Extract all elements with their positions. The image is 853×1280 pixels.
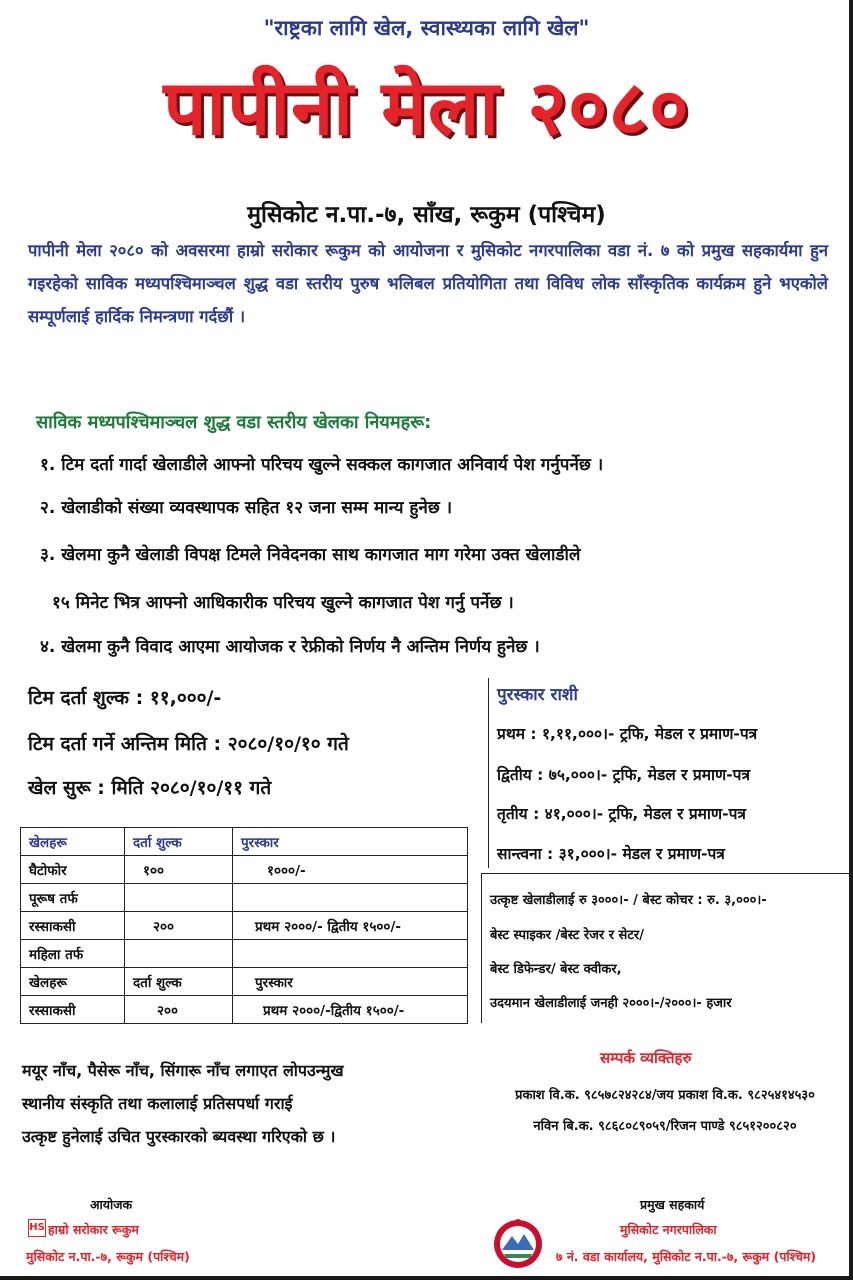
table-cell bbox=[233, 884, 468, 912]
slogan: "राष्ट्रका लागि खेल, स्वास्थ्यका लागि खेल" bbox=[263, 16, 590, 40]
table-cell: महिला तर्फ bbox=[21, 940, 125, 968]
table-cell: रस्साकसी bbox=[21, 996, 125, 1024]
rule-item: ३. खेलमा कुनै खेलाडी विपक्ष टिमले निवेदनका साथ कागजात माग गरेमा उक्त खेलाडीले bbox=[40, 545, 581, 565]
table-cell bbox=[125, 940, 233, 968]
culture-line: मयूर नाँच, पैसेरू नाँच, सिंगारू नाँच लगाएत लोपउन्मुख bbox=[22, 1061, 344, 1080]
table-cell bbox=[233, 940, 468, 968]
events-table bbox=[20, 827, 468, 1024]
prize-item: द्वितीय : ७५,०००।- ट्रफि, मेडल र प्रमाण-पत्र bbox=[497, 766, 751, 784]
award-box-left bbox=[481, 873, 482, 1023]
organizer-address: मुसिकोट न.पा.-७, रूकुम (पश्चिम) bbox=[26, 1249, 190, 1264]
prize-box-divider bbox=[488, 678, 489, 868]
table-cell: २०० bbox=[125, 912, 233, 940]
main-title: पापीनी मेला २०८० bbox=[163, 63, 690, 152]
table-cell: पुरस्कार bbox=[233, 828, 468, 856]
table-row bbox=[21, 940, 468, 968]
co-organizer-label: प्रमुख सहकार्य bbox=[640, 1197, 705, 1212]
culture-line: उत्कृष्ट हुनेलाई उचित पुरस्कारको ब्यवस्था गरिएको छ । bbox=[22, 1127, 336, 1146]
table-cell: घैटोफोर bbox=[21, 856, 125, 884]
table-cell: १०००/- bbox=[233, 856, 468, 884]
intro-paragraph: पापीनी मेला २०८० को अवसरमा हाम्रो सरोकार रूकुम को आयोजना र मुसिकोट नगरपालिका वडा नं. ७ को प्रमुख सहकार्यमा हुन गइरहेको साविक मध्यपश्चिमाञ्चल शुद्ध वडा स्तरीय पुरुष भलिबल प्रतियोगिता तथा विविध लोक साँस्कृतिक कार्यक्रम हुने भएकोले सम्पूर्णलाई हार्दिक निमन्त्रणा गर्दछौं । bbox=[28, 241, 828, 326]
table-row bbox=[21, 996, 468, 1024]
nepal-emblem-icon bbox=[490, 1214, 546, 1270]
contacts-title: सम्पर्क व्यक्तिहरु bbox=[600, 1049, 692, 1067]
registration-fee: टिम दर्ता शुल्क : ११,०००/- bbox=[28, 687, 222, 709]
award-line: बेस्ट डिफेन्डर/ बेस्ट क्वीकर, bbox=[490, 962, 622, 977]
co-organizer-name: मुसिकोट नगरपालिका bbox=[620, 1222, 717, 1237]
contact-line: प्रकाश वि.क. ९८५७८२४२८४/जय प्रकाश वि.क. ९८२५४१४५३० bbox=[515, 1088, 815, 1103]
award-line: उदयमान खेलाडीलाई जनही २०००।-/२०००।- हजार bbox=[490, 996, 732, 1011]
rule-item: १५ मिनेट भित्र आफ्नो आधिकारीक परिचय खुल्ने कागजात पेश गर्नु पर्नेछ । bbox=[52, 593, 514, 613]
table-cell: दर्ता शुल्क bbox=[125, 828, 233, 856]
table-cell: प्रथम २०००/-द्वितीय १५००/- bbox=[233, 996, 468, 1024]
venue: मुसिकोट न.पा.-७, साँख, रूकुम (पश्चिम) bbox=[247, 202, 606, 228]
prize-item: सान्त्वना : ३१,०००।- मेडल र प्रमाण-पत्र bbox=[497, 845, 725, 863]
award-box-top bbox=[481, 873, 849, 874]
table-row bbox=[21, 856, 468, 884]
culture-line: स्थानीय संस्कृति तथा कलालाई प्रतिसपर्धा गराई bbox=[22, 1094, 293, 1113]
rule-item: ४. खेलमा कुनै विवाद आएमा आयोजक र रेफ्रीको निर्णय नै अन्तिम निर्णय हुनेछ । bbox=[40, 637, 540, 657]
table-cell: दर्ता शुल्क bbox=[125, 968, 233, 996]
organizer-name: हाम्रो सरोकार रूकुम bbox=[48, 1222, 139, 1237]
border-bottom bbox=[0, 1276, 853, 1280]
game-start-date: खेल सुरू : मिति २०८०/१०/११ गते bbox=[28, 777, 272, 799]
prize-item: प्रथम : १,११,०००।- ट्रफि, मेडल र प्रमाण-पत्र bbox=[497, 725, 758, 743]
registration-deadline: टिम दर्ता गर्ने अन्तिम मिति : २०८०/१०/१० गते bbox=[28, 733, 349, 755]
rule-item: १. टिम दर्ता गार्दा खेलाडीले आफ्नो परिचय खुल्ने सक्कल कागजात अनिवार्य पेश गर्नुपर्नेछ । bbox=[40, 455, 604, 475]
rules-heading: साविक मध्यपश्चिमाञ्चल शुद्ध वडा स्तरीय खेलका नियमहरू: bbox=[36, 412, 432, 433]
table-cell: पुरस्कार bbox=[233, 968, 468, 996]
culture-note bbox=[22, 1054, 482, 1153]
award-line: बेस्ट स्पाइकर /बेस्ट रेजर र सेटर/ bbox=[490, 928, 644, 943]
table-cell: खेलहरू bbox=[21, 968, 125, 996]
table-cell bbox=[125, 884, 233, 912]
prize-item: तृतीय : ४१,०००।- ट्रफि, मेडल र प्रमाण-पत्र bbox=[497, 805, 746, 823]
table-cell: पूरूष तर्फ bbox=[21, 884, 125, 912]
contact-line: नविन बि.क. ९८६८०८९०५९/रिजन पाण्डे ९८५१२००८२० bbox=[533, 1119, 797, 1134]
organizer-logo-icon: HS bbox=[28, 1219, 46, 1237]
co-organizer-address: ७ नं. वडा कार्यालय, मुसिकोट न.पा.-७, रूकुम (पश्चिम) bbox=[556, 1249, 817, 1264]
table-cell: १०० bbox=[125, 856, 233, 884]
prize-title: पुरस्कार राशी bbox=[497, 685, 578, 705]
table-cell: खेलहरू bbox=[21, 828, 125, 856]
table-row bbox=[21, 912, 468, 940]
table-row bbox=[21, 884, 468, 912]
award-line: उत्कृष्ट खेलाडीलाई रु ३०००।- / बेस्ट कोचर : रु. ३,०००।- bbox=[490, 893, 767, 908]
rule-item: २. खेलाडीको संख्या व्यवस्थापक सहित १२ जना सम्म मान्य हुनेछ । bbox=[40, 498, 453, 518]
table-cell: प्रथम २०००/- द्वितीय १५००/- bbox=[233, 912, 468, 940]
table-row bbox=[21, 968, 468, 996]
table-cell: रस्साकसी bbox=[21, 912, 125, 940]
table-row bbox=[21, 828, 468, 856]
organizer-label: आयोजक bbox=[90, 1197, 133, 1212]
table-cell: २०० bbox=[125, 996, 233, 1024]
